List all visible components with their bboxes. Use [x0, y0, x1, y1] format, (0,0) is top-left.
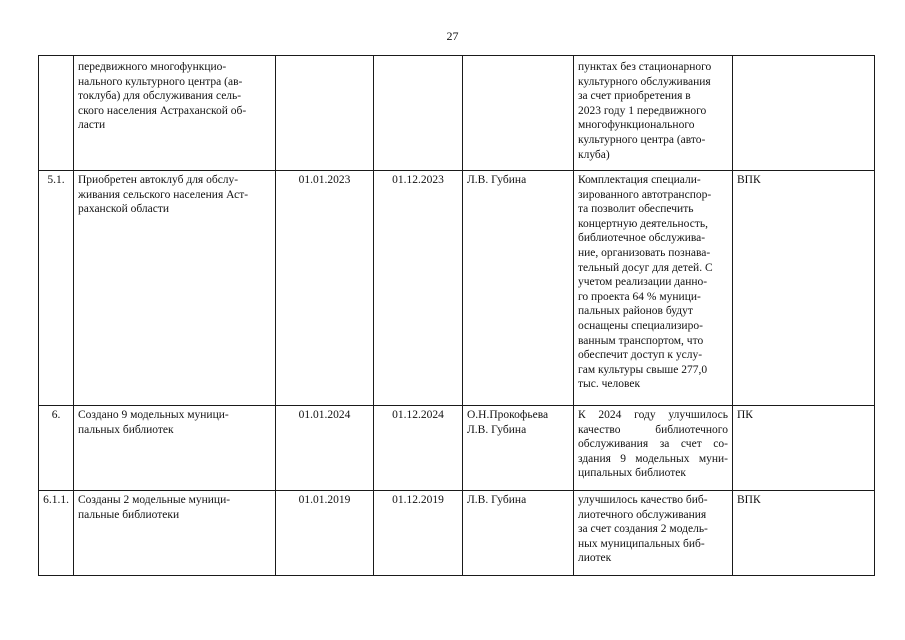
table-row-6	[39, 406, 875, 491]
row-number: 5.1.	[39, 171, 74, 406]
row-executor: Л.В. Губина	[463, 171, 574, 406]
row-result: Комплектация специали- зированного автотранспор- та позволит обеспечить концертную деятельность, библиотечное обслужива- ние, организовать познава- тельный досуг для детей. С учетом реализации данно- го проекта 64 % муници- пальных районов будут оснащены специализиро- ванным транспортом, что обеспечит доступ к услу- гам культуры свыше 277,0 тыс. человек	[574, 171, 733, 406]
row-start-date: 01.01.2024	[276, 406, 374, 491]
row-end-date	[374, 56, 463, 171]
row-result: пунктах без стационарного культурного обслуживания за счет приобретения в 2023 году 1 передвижного многофункционального культурного центра (авто- клуба)	[574, 56, 733, 171]
row-type: ВПК	[733, 491, 875, 576]
row-executor: О.Н.Прокофьева Л.В. Губина	[463, 406, 574, 491]
plan-table	[38, 55, 875, 576]
row-type: ПК	[733, 406, 875, 491]
row-start-date: 01.01.2023	[276, 171, 374, 406]
row-end-date: 01.12.2019	[374, 491, 463, 576]
row-end-date: 01.12.2023	[374, 171, 463, 406]
table-row-6-1-1	[39, 491, 875, 576]
row-executor: Л.В. Губина	[463, 491, 574, 576]
row-number: 6.1.1.	[39, 491, 74, 576]
row-type	[733, 56, 875, 171]
table-row-5-1	[39, 171, 875, 406]
row-executor	[463, 56, 574, 171]
table-row-continuation	[39, 56, 875, 171]
row-start-date: 01.01.2019	[276, 491, 374, 576]
row-end-date: 01.12.2024	[374, 406, 463, 491]
row-start-date	[276, 56, 374, 171]
row-description: Созданы 2 модельные муници- пальные библиотеки	[74, 491, 276, 576]
row-number	[39, 56, 74, 171]
row-result: К 2024 году улучшилось качество библиотечного обслуживания за счет со-здания 9 модельных муни-ципальных библиотек	[574, 406, 733, 491]
row-description: Создано 9 модельных муници- пальных библиотек	[74, 406, 276, 491]
row-number: 6.	[39, 406, 74, 491]
row-description: Приобретен автоклуб для обслу- живания сельского населения Аст- раханской области	[74, 171, 276, 406]
row-type: ВПК	[733, 171, 875, 406]
row-result: улучшилось качество биб- лиотечного обслуживания за счет создания 2 модель- ных муниципальных биб- лиотек	[574, 491, 733, 576]
page-number: 27	[446, 29, 459, 43]
row-description: передвижного многофункцио- нального культурного центра (ав- токлуба) для обслуживания сель- ского населения Астраханской об- ласти	[74, 56, 276, 171]
